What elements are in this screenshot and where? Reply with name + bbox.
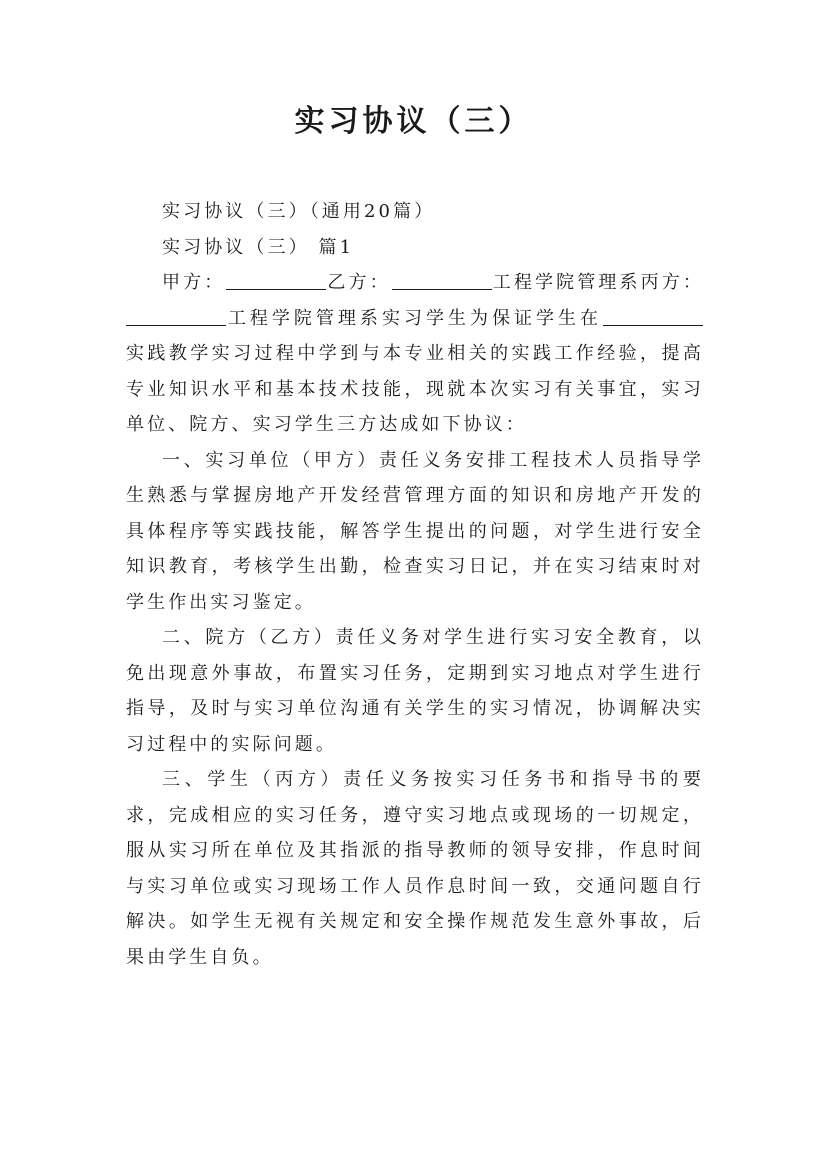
parties-paragraph: [126, 265, 704, 443]
party-c-blank: [126, 305, 226, 326]
document-body: [126, 194, 704, 975]
party-b-blank: [392, 269, 492, 290]
document-title: 实习协议（三）: [294, 104, 533, 139]
clause-item: 三、学生（丙方）责任义务按实习任务书和指导书的要求，完成相应的实习任务，遵守实习地点或现场的一切规定，服从实习所在单位及其指派的指导教师的领导安排，作息时间与实习单位或实习现场工作人员作息时间一致，交通问题自行解决。如学生无视有关规定和安全操作规范发生意外事故，后果由学生自负。: [126, 769, 704, 968]
agreement-intro-text: 实践教学实习过程中学到与本专业相关的实践工作经验，提高专业知识水平和基本技术技能，现就本次实习有关事宜，实习单位、院方、实习学生三方达成如下协议：: [126, 343, 704, 435]
party-c-org-text: 工程学院管理系实习学生为保证学生在: [227, 307, 602, 329]
party-b-label: 乙方：: [327, 272, 391, 293]
party-a-blank: [226, 269, 326, 290]
clause-item: 一、实习单位（甲方）责任义务安排工程技术人员指导学生熟悉与掌握房地产开发经营管理方面的知识和房地产开发的具体程序等实践技能，解答学生提出的问题，对学生进行安全知识教育，考核学生出勤，检查实习日记，并在实习结束时对学生作出实习鉴定。: [126, 449, 704, 613]
party-b-org-and-c-label: 工程学院管理系丙方：: [492, 272, 704, 293]
document-subtitle: 实习协议（三）（通用20篇）: [162, 201, 436, 222]
internship-place-blank: [603, 305, 703, 326]
section-heading: 实习协议（三） 篇1: [162, 236, 355, 258]
party-a-label: 甲方：: [162, 272, 226, 293]
clause-item: 二、院方（乙方）责任义务对学生进行实习安全教育，以免出现意外事故，布置实习任务，定期到实习地点对学生进行指导，及时与实习单位沟通有关学生的实习情况，协调解决实习过程中的实际问题。: [126, 627, 704, 755]
